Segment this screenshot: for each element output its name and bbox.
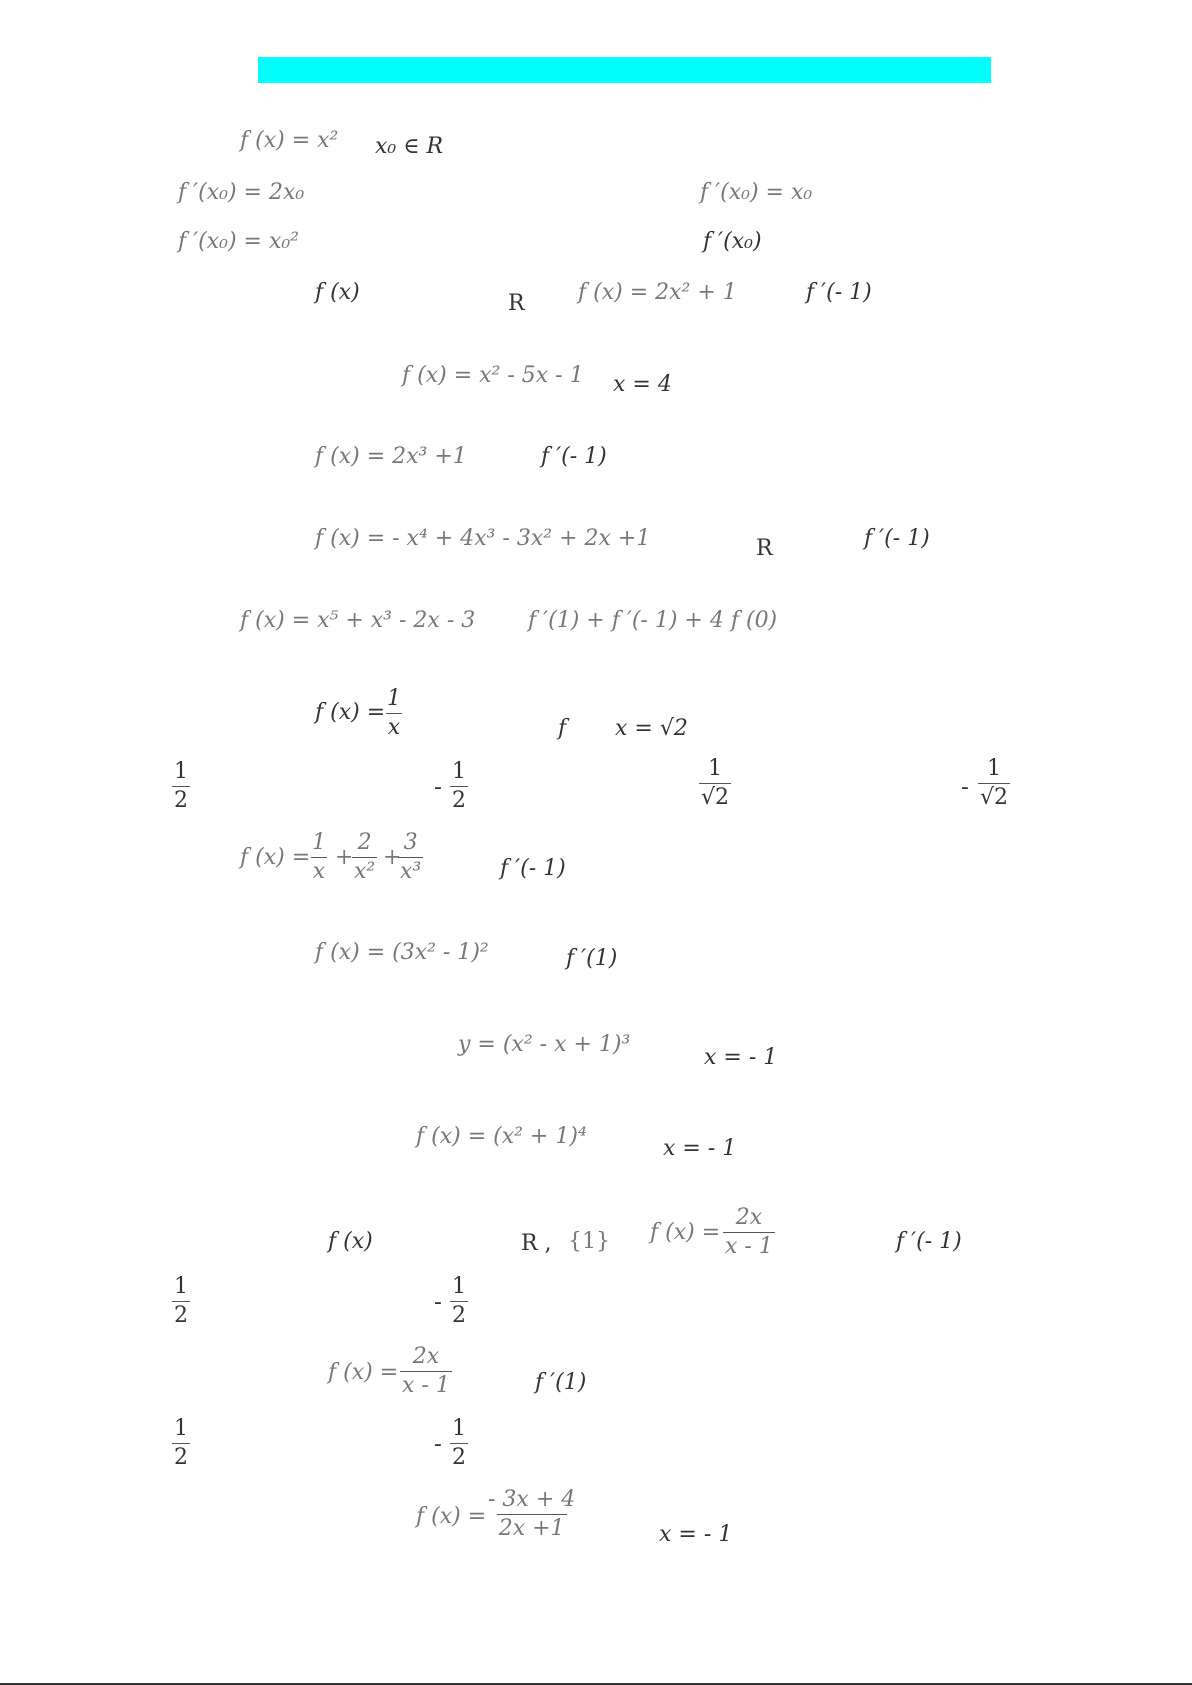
formula-2x2-plus-1: f (x) = 2x² + 1	[578, 280, 737, 305]
denominator: √2	[980, 785, 1009, 810]
formula-2x3-plus-1: f (x) = 2x³ +1	[315, 444, 467, 469]
option-b-sign: -	[434, 775, 442, 800]
formula-f-x-b: f (x)	[328, 1229, 373, 1254]
formula-f: f	[558, 716, 567, 741]
set-R: R	[508, 291, 525, 316]
denominator: 2	[174, 1303, 188, 1328]
option-b-fraction-2	[450, 1276, 468, 1327]
denominator: 2	[174, 788, 188, 813]
formula-x-eq-neg1-c: x = - 1	[659, 1522, 733, 1547]
set-R-b: R	[756, 536, 773, 561]
numerator: 1	[987, 756, 1001, 781]
formula-f-prime-neg1-d: f ′(- 1)	[500, 856, 566, 881]
denominator: x - 1	[725, 1234, 773, 1259]
formula-2x-over-x-minus-1-lhs: f (x) =	[650, 1220, 721, 1245]
numerator: 1	[452, 1416, 466, 1441]
formula-sum-fractions-lhs: f (x) =	[240, 845, 311, 870]
formula-reciprocal-fraction	[385, 688, 403, 739]
fraction-3-over-x3	[398, 832, 423, 883]
fraction-rational	[486, 1489, 577, 1540]
formula-3x2-minus-1-squared: f (x) = (3x² - 1)²	[315, 940, 489, 965]
formula-sum-derivatives: f ′(1) + f ′(- 1) + 4 f (0)	[528, 608, 778, 633]
denominator: 2x +1	[498, 1516, 565, 1541]
formula-reciprocal-lhs: f (x) =	[315, 700, 386, 725]
formula-x-eq-sqrt2: x = √2	[615, 716, 688, 741]
option-b-fraction	[450, 761, 468, 812]
numerator: 2	[357, 830, 372, 855]
denominator: 2	[452, 788, 466, 813]
numerator: 1	[452, 1274, 466, 1299]
option-b-formula: f ′(x₀) = x₀	[700, 180, 813, 205]
formula-f-prime-neg1-e: f ′(- 1)	[896, 1229, 962, 1254]
option-d-sign: -	[961, 775, 969, 800]
denominator: x - 1	[402, 1373, 450, 1398]
set-R-comma: R ,	[521, 1231, 552, 1256]
formula-f-prime-neg1-c: f ′(- 1)	[864, 526, 930, 551]
formula-f-prime-1: f ′(1)	[566, 946, 618, 971]
option-d-fraction	[978, 758, 1010, 809]
numerator: 2x	[735, 1205, 763, 1230]
formula-2x-over-x-minus-1-lhs-b: f (x) =	[328, 1360, 399, 1385]
denominator: 2	[452, 1303, 466, 1328]
set-braces-1: {1}	[568, 1229, 610, 1254]
denominator: 2	[452, 1445, 466, 1470]
denominator: √2	[701, 785, 730, 810]
formula-rational-lhs: f (x) =	[416, 1504, 487, 1529]
plus-sign: +	[383, 845, 402, 870]
formula-f-prime-neg1: f ′(- 1)	[806, 280, 872, 305]
numerator: 1	[387, 686, 401, 711]
formula-f-prime-neg1-b: f ′(- 1)	[541, 444, 607, 469]
formula-x0-in-R: x₀ ∈ R	[375, 134, 444, 159]
formula-quartic: f (x) = - x⁴ + 4x³ - 3x² + 2x +1	[315, 526, 651, 551]
option-a-fraction-3	[172, 1418, 190, 1469]
denominator: x³	[400, 859, 422, 884]
numerator: 1	[708, 756, 722, 781]
numerator: 1	[174, 1274, 188, 1299]
formula-x-eq-neg1-b: x = - 1	[663, 1136, 737, 1161]
formula-x-eq-neg1: x = - 1	[704, 1045, 778, 1070]
formula-f-prime-1-b: f ′(1)	[535, 1370, 587, 1395]
formula-f-x-squared: f (x) = x²	[240, 128, 339, 153]
option-d-formula: f ′(x₀)	[703, 229, 762, 254]
option-b-fraction-3	[450, 1418, 468, 1469]
numerator: 1	[174, 759, 188, 784]
fraction-2x-over-x-minus-1	[723, 1207, 775, 1258]
numerator: 3	[403, 830, 418, 855]
formula-x2-plus-1-fourth: f (x) = (x² + 1)⁴	[416, 1124, 587, 1149]
fraction-2-over-x2	[352, 832, 377, 883]
fraction-1-over-x	[310, 832, 328, 883]
formula-quintic: f (x) = x⁵ + x³ - 2x - 3	[240, 608, 476, 633]
formula-x2-minus-5x: f (x) = x² - 5x - 1	[402, 363, 584, 388]
numerator: 2x	[412, 1344, 440, 1369]
numerator: 1	[312, 830, 326, 855]
option-b-sign-2: -	[434, 1290, 442, 1315]
denominator: 2	[174, 1445, 188, 1470]
numerator: - 3x + 4	[488, 1487, 576, 1512]
option-a-formula: f ′(x₀) = 2x₀	[178, 180, 305, 205]
fraction-2x-over-x-minus-1-b	[400, 1346, 452, 1397]
formula-x-eq-4: x = 4	[613, 372, 672, 397]
header-banner	[258, 57, 991, 83]
denominator: x	[312, 859, 326, 884]
option-b-sign-3: -	[434, 1432, 442, 1457]
denominator: x	[387, 715, 401, 740]
option-c-fraction	[699, 758, 731, 809]
option-c-formula: f ′(x₀) = x₀²	[178, 229, 299, 254]
option-a-fraction	[172, 761, 190, 812]
denominator: x²	[354, 859, 376, 884]
formula-f-x: f (x)	[315, 280, 360, 305]
plus-sign: +	[335, 845, 354, 870]
numerator: 1	[174, 1416, 188, 1441]
formula-y-cubed: y = (x² - x + 1)³	[458, 1032, 631, 1057]
numerator: 1	[452, 759, 466, 784]
option-a-fraction-2	[172, 1276, 190, 1327]
